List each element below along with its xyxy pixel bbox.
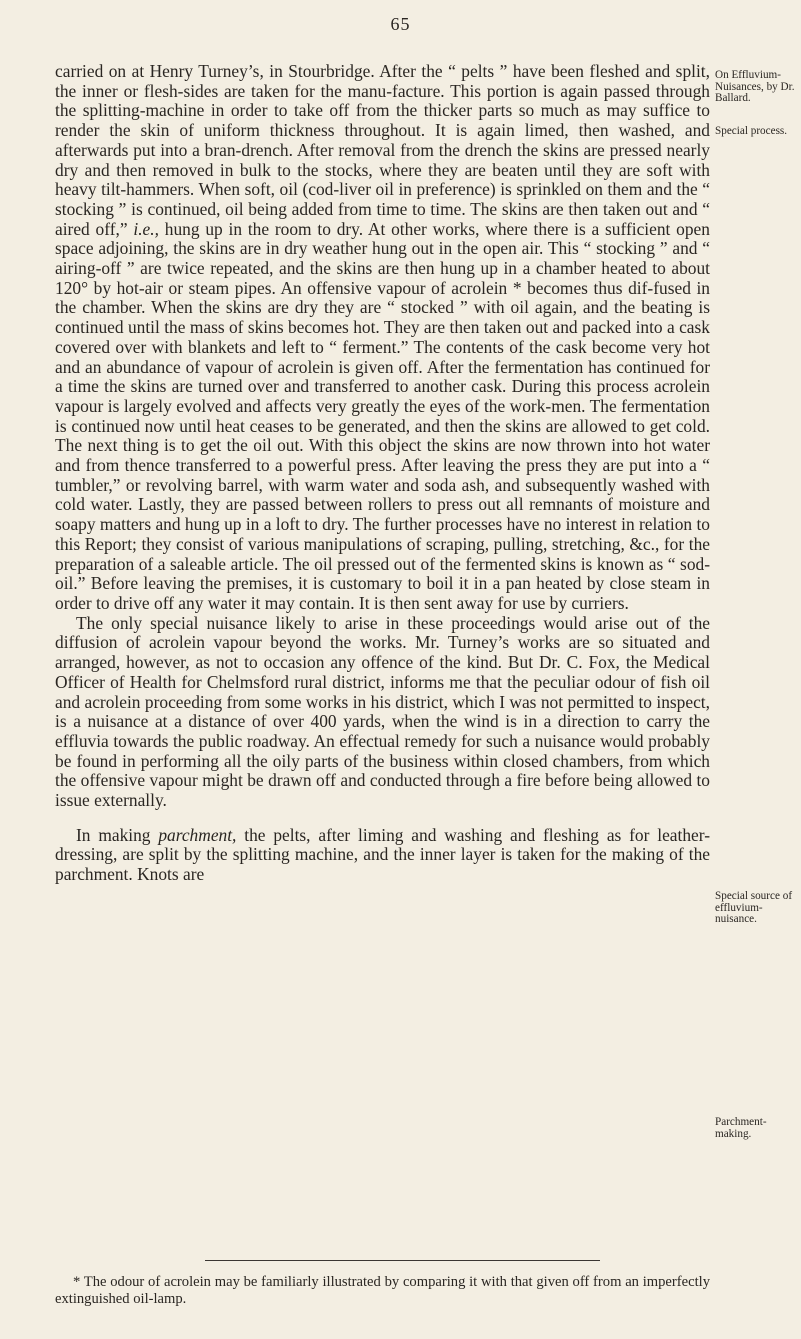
paragraph-parchment [55, 826, 710, 885]
side-note-effluvium-nuisances: On Effluvium-Nuisances, by Dr. Ballard. [715, 69, 795, 105]
side-note-special-source: Special source of effluvium-nuisance. [715, 890, 793, 926]
paragraph-1-continued: hung up in the room to dry. At other works, where there is a sufficient open space adjoining, the skins are in dry weather hung out in the open air. This “ stocking ” and “ airing-off ” are twice repeated, and the skins are then hung up in a chamber heated to about 120° by hot-air or steam pipes. An offensive vapour of acrolein * becomes thus dif-fused in the chamber. When the skins are dry they are “ stocked ” with oil again, and the beating is continued until the mass of skins becomes hot. They are then taken out and packed into a cask covered over with blankets and left to “ ferment.” The contents of the cask become very hot and an abundance of vapour of acrolein is given off. After the fermentation has continued for a time the skins are turned over and transferred to another cask. During this process acrolein vapour is largely evolved and affects very greatly the eyes of the work-men. The fermentation is continued now until heat ceases to be generated, and then the skins are allowed to get cold. The next thing is to get the oil out. With this object the skins are now thrown into hot water and from thence transferred to a powerful press. After leaving the press they are put into a “ tumbler,” or revolving barrel, with warm water and soda ash, and subsequently washed with cold water. Lastly, they are passed between rollers to press out all remnants of moisture and soapy matters and hung up in a loft to dry. The further processes have no interest in relation to this Report; they consist of various manipulations of scraping, pulling, stretching, &c., for the preparation of a saleable article. The oil pressed out of the fermented skins is known as “ sod-oil.” Before leaving the premises, it is customary to boil it in a pan heated by close steam in order to drive off any water it may contain. It is then sent away for use by curriers. [55, 218, 710, 613]
footnote-acrolein: * The odour of acrolein may be familiarly illustrated by comparing it with that given off from an imperfectly extinguished oil-lamp. [55, 1274, 710, 1307]
footnote-divider [205, 1260, 600, 1261]
ie-abbreviation: i.e., [133, 218, 159, 239]
side-note-parchment-making: Parchment-making. [715, 1116, 767, 1140]
side-note-special-process: Special process. [715, 125, 788, 137]
paragraph-3-lead: In making [76, 824, 151, 845]
page-number: 65 [390, 14, 411, 34]
main-text-column [55, 62, 710, 885]
paragraph-3-text: the pelts, after liming and washing and fleshing as for leather-dressing, are split by the splitting machine, and the inner layer is taken for the making of the parchment. Knots are [55, 824, 710, 885]
paragraph-special-nuisance: The only special nuisance likely to arise in these proceedings would arise out of the diffusion of acrolein vapour beyond the works. Mr. Turney’s works are so situated and arranged, however, as not to occasion any offence of the kind. But Dr. C. Fox, the Medical Officer of Health for Chelmsford rural district, informs me that the peculiar odour of fish oil and acrolein proceeding from some works in his district, which I was not permitted to inspect, is a nuisance at a distance of over 400 yards, when the wind is in a direction to carry the effluvia towards the public roadway. An effectual remedy for such a nuisance would probably be found in performing all the oily parts of the business within closed chambers, from which the offensive vapour might be drawn off and conducted through a fire before being allowed to issue externally. [55, 612, 710, 811]
paragraph-1-text: carried on at Henry Turney’s, in Stourbridge. After the “ pelts ” have been fleshed and split, the inner or flesh-sides are taken for the manu-facture. This portion is again passed through the splitting-machine in order to take off from the thicker parts so much as may suffice to render the skin of uniform thickness throughout. It is again limed, then washed, and afterwards put into a bran-drench. After removal from the drench the skins are pressed nearly dry and then removed in bulk to the stocks, where they are beaten until they are soft with heavy tilt-hammers. When soft, oil (cod-liver oil in preference) is sprinkled on them and the “ stocking ” is continued, oil being added from time to time. The skins are then taken out and “ aired off,” [55, 61, 710, 239]
parchment-term: parchment, [158, 824, 237, 845]
paragraph-process-description [55, 62, 710, 614]
